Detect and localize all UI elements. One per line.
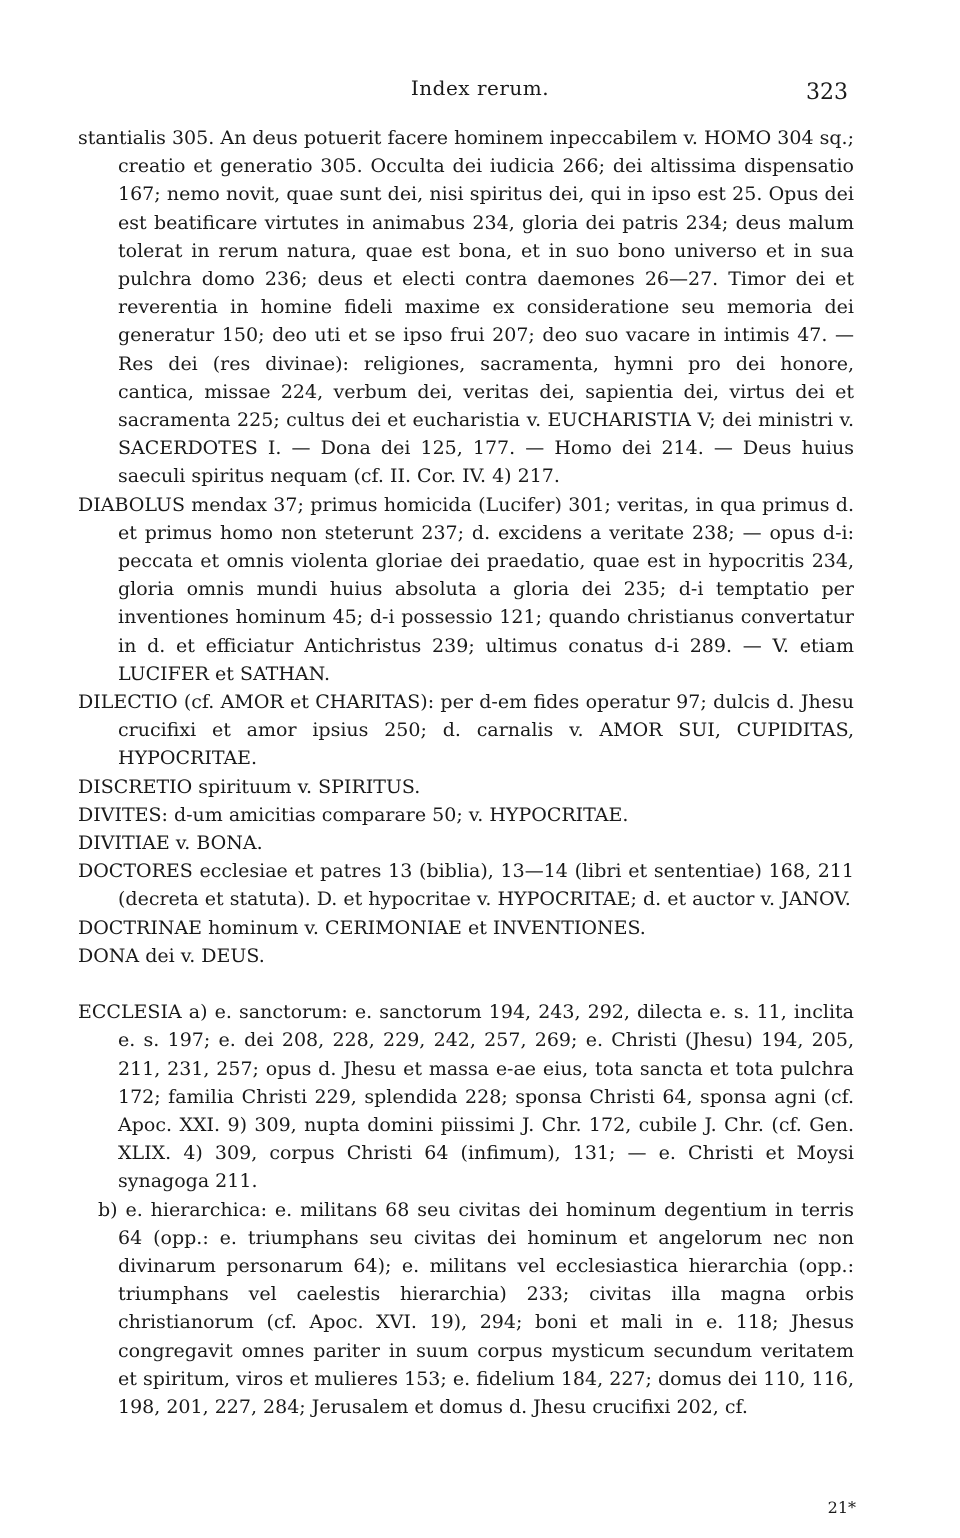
index-entry-ecclesia-b: b) e. hierarchica: e. militans 68 seu civitas dei hominum degentium in terris 64 (opp.: e. triumphans seu civitas dei hominum et angelorum nec non divinarum personarum 64); e. militans vel ecclesiastica hierarchia (opp.: triumphans vel caelestis hierarchia) 233; civitas illa magna orbis christianorum (cf. Apoc. XVI. 19), 294; boni et mali in e. 118; Jhesus congregavit omnes pariter in suum corpus mysticum secundum veritatem et spiritum, viros et mulieres 153; e. fidelium 184, 227; domus dei 110, 116, 198, 201, 227, 284; Jerusalem et domus d. Jhesu crucifixi 202, cf. xyxy=(98,1198,854,1418)
running-title: Index rerum. xyxy=(410,76,550,100)
index-entry-dilectio: DILECTIO (cf. AMOR et CHARITAS): per d-em fides operatur 97; dulcis d. Jhesu crucifixi et amor ipsius 250; d. carnalis v. AMOR SUI, CUPIDITAS, HYPOCRITAE. xyxy=(78,691,854,770)
page-number: 323 xyxy=(806,80,848,105)
index-entry-doctrinae: DOCTRINAE hominum v. CERIMONIAE et INVENTIONES. xyxy=(78,916,646,939)
index-body xyxy=(78,124,854,1421)
index-entry-divitiae: DIVITIAE v. BONA. xyxy=(78,832,263,855)
index-entry-dona: DONA dei v. DEUS. xyxy=(78,944,265,967)
index-entry-divites: DIVITES: d-um amicitias comparare 50; v. HYPOCRITAE. xyxy=(78,803,629,826)
index-entry-doctores: DOCTORES ecclesiae et patres 13 (biblia), 13—14 (libri et sententiae) 168, 211 (decreta et statuta). D. et hypocritae v. HYPOCRITAE; d. et auctor v. JANOV. xyxy=(78,860,854,911)
section-gap xyxy=(78,970,854,998)
index-entry-discretio: DISCRETIO spirituum v. SPIRITUS. xyxy=(78,775,421,798)
index-entry-ecclesia-a: ECCLESIA a) e. sanctorum: e. sanctorum 194, 243, 292, dilecta e. s. 11, inclita e. s. 197; e. dei 208, 228, 229, 242, 257, 269; e. Christi (Jhesu) 194, 205, 211, 231, 257; opus d. Jhesu et massa e-ae eius, tota sancta et tota pulchra 172; familia Christi 229, splendida 228; sponsa Christi 64, sponsa agni (cf. Apoc. XXI. 9) 309, nupta domini piissimi J. Chr. 172, cubile J. Chr. (cf. Gen. XLIX. 4) 309, corpus Christi 64 (infimum), 131; — e. Christi et Moysi synagoga 211. xyxy=(78,1001,854,1193)
index-entry-diabolus: DIABOLUS mendax 37; primus homicida (Lucifer) 301; veritas, in qua primus d. et primus homo non steterunt 237; d. excidens a veritate 238; — opus d-i: peccata et omnis violenta gloriae dei praedatio, quae est in hypocritis 234, gloria omnis mundi huius absoluta a gloria dei 235; d-i temptatio per inventiones hominum 45; d-i possessio 121; quando christianus convertatur in d. et efficiatur Antichristus 239; ultimus conatus d-i 289. — V. etiam LUCIFER et SATHAN. xyxy=(78,493,854,685)
index-entry: stantialis 305. An deus potuerit facere hominem inpeccabilem v. HOMO 304 sq.; creatio et generatio 305. Occulta dei iudicia 266; dei altissima dispensatio 167; nemo novit, quae sunt dei, nisi spiritus dei, qui in ipso est 25. Opus dei est beatificare virtutes in animabus 234, gloria dei patris 234; deus malum tolerat in rerum natura, quae est bona, et in suo bono universo et in sua pulchra domo 236; deus et electi contra daemones 26—27. Timor dei et reverentia in homine fideli maxime ex consideratione seu memoria dei generatur 150; deo uti et se ipso frui 207; deo suo vacare in intimis 47. — Res dei (res divinae): religiones, sacramenta, hymni pro dei honore, cantica, missae 224, verbum dei, veritas dei, sapientia dei, virtus dei et sacramenta 225; cultus dei et eucharistia v. EUCHARISTIA V; dei ministri v. SACERDOTES I. — Dona dei 125, 177. — Homo dei 214. — Deus huius saeculi spiritus nequam (cf. II. Cor. IV. 4) 217. xyxy=(78,127,854,488)
signature-mark: 21* xyxy=(827,1498,856,1517)
